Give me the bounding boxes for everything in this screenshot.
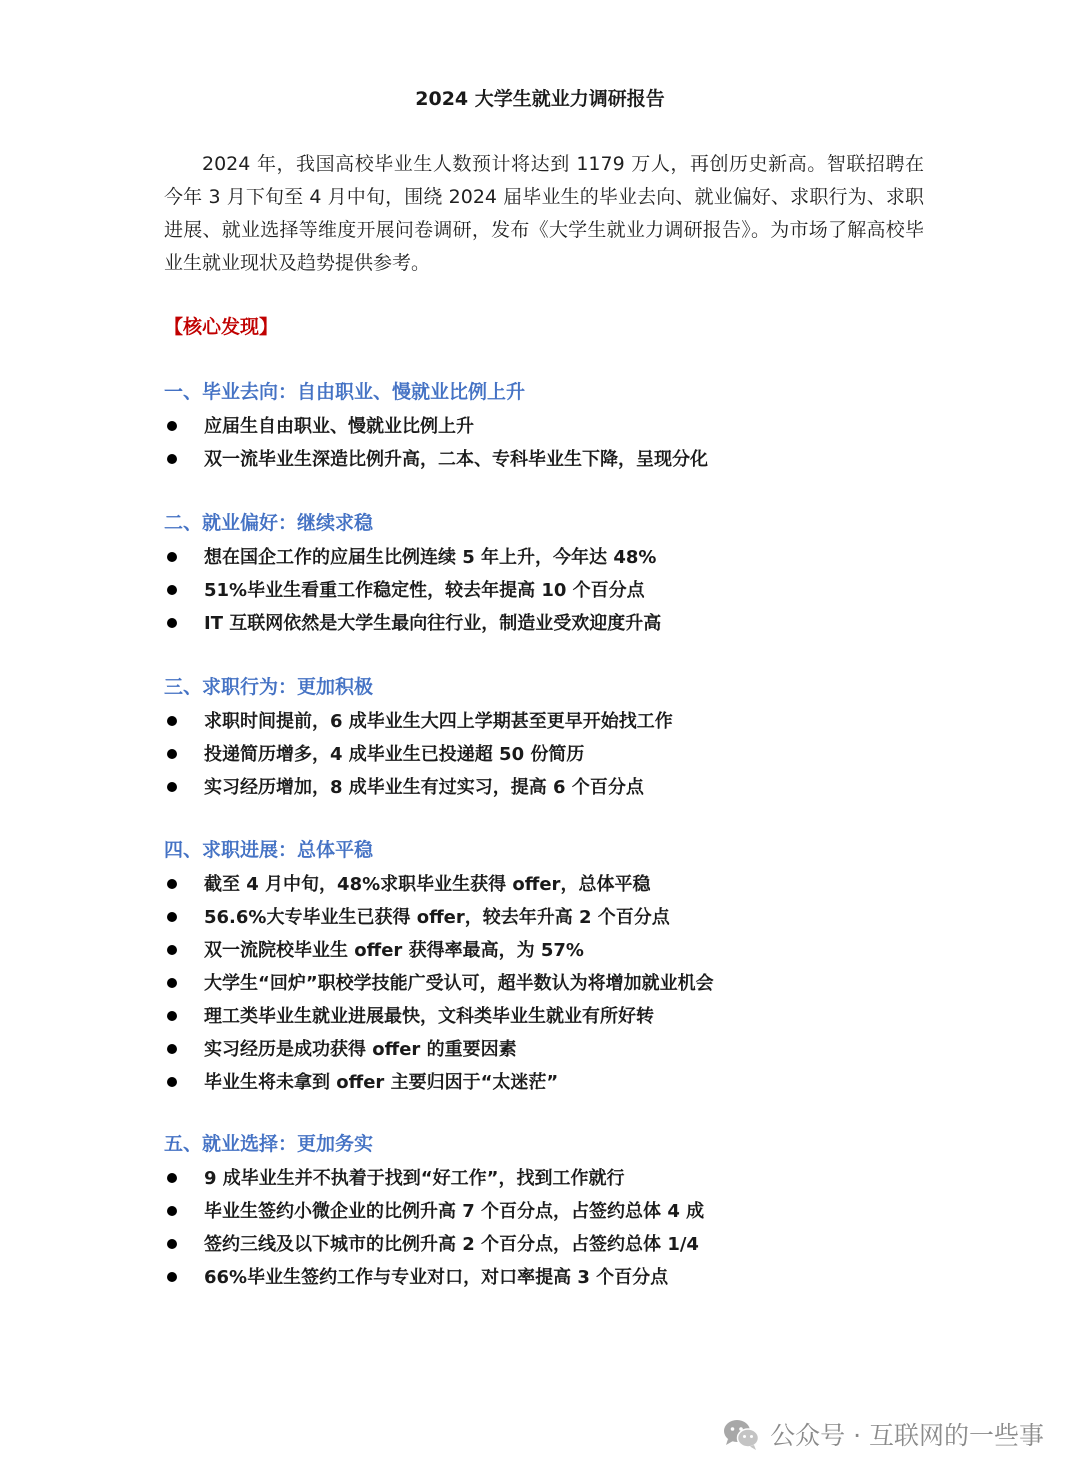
bullet-icon [167,1044,177,1054]
section-job-seeking-progress [164,835,924,1099]
section-graduation-destination [164,377,924,476]
list-item [164,934,924,967]
list-item [164,1000,924,1033]
intro-paragraph: 2024 年，我国高校毕业生人数预计将达到 1179 万人，再创历史新高。智联招聘在今年 3 月下旬至 4 月中旬，围绕 2024 届毕业生的毕业去向、就业偏好、求职行为、求职进展、就业选择等维度开展问卷调研，发布《大学生就业力调研报告》。为市场了解高校毕业生就业现状及趋势提供参考。 [164,153,924,274]
list-item [164,868,924,901]
bullet-list [164,541,924,640]
bullet-icon [167,782,177,792]
bullet-icon [167,552,177,562]
watermark [722,1414,1044,1454]
list-item-text: 实习经历是成功获得 offer 的重要因素 [204,1039,517,1060]
list-item-text: 求职时间提前，6 成毕业生大四上学期甚至更早开始找工作 [204,711,673,732]
list-item-text: 66%毕业生签约工作与专业对口，对口率提高 3 个百分点 [204,1267,669,1288]
list-item [164,607,924,640]
list-item-text: 截至 4 月中旬，48%求职毕业生获得 offer，总体平稳 [204,874,651,895]
list-item-text: 毕业生签约小微企业的比例升高 7 个百分点，占签约总体 4 成 [204,1201,705,1222]
list-item [164,901,924,934]
section-heading: 一、毕业去向：自由职业、慢就业比例上升 [164,381,526,403]
bullet-icon [167,618,177,628]
bullet-icon [167,1206,177,1216]
list-item [164,410,924,443]
list-item [164,1033,924,1066]
bullet-icon [167,1077,177,1087]
list-item [164,738,924,771]
bullet-icon [167,912,177,922]
list-item [164,541,924,574]
list-item-text: 双一流毕业生深造比例升高，二本、专科毕业生下降，呈现分化 [204,449,708,470]
list-item-text: 投递简历增多，4 成毕业生已投递超 50 份简历 [204,744,585,765]
bullet-icon [167,749,177,759]
list-item [164,967,924,1000]
section-heading: 三、求职行为：更加积极 [164,676,374,698]
bullet-icon [167,1173,177,1183]
list-item-text: 51%毕业生看重工作稳定性，较去年提高 10 个百分点 [204,580,645,601]
list-item [164,1261,924,1294]
bullet-list [164,868,924,1099]
core-findings-heading: 【核心发现】 [164,316,279,338]
bullet-icon [167,945,177,955]
list-item-text: IT 互联网依然是大学生最向往行业，制造业受欢迎度升高 [204,613,662,634]
list-item-text: 签约三线及以下城市的比例升高 2 个百分点，占签约总体 1/4 [204,1234,699,1255]
document-title: 2024 大学生就业力调研报告 [415,88,665,110]
bullet-list [164,410,924,476]
list-item [164,705,924,738]
list-item-text: 毕业生将未拿到 offer 主要归因于“太迷茫” [204,1072,559,1093]
bullet-list [164,705,924,804]
section-heading: 二、就业偏好：继续求稳 [164,512,374,534]
list-item-text: 想在国企工作的应届生比例连续 5 年上升，今年达 48% [204,547,657,568]
bullet-icon [167,879,177,889]
list-item-text: 实习经历增加，8 成毕业生有过实习，提高 6 个百分点 [204,777,644,798]
bullet-icon [167,585,177,595]
list-item [164,443,924,476]
bullet-icon [167,1272,177,1282]
section-employment-choice [164,1129,924,1294]
list-item [164,771,924,804]
section-employment-preference [164,508,924,640]
list-item-text: 大学生“回炉”职校学技能广受认可，超半数认为将增加就业机会 [204,973,714,994]
list-item-text: 理工类毕业生就业进展最快，文科类毕业生就业有所好转 [204,1006,654,1027]
section-job-seeking-behavior [164,672,924,804]
bullet-icon [167,1239,177,1249]
list-item-text: 双一流院校毕业生 offer 获得率最高，为 57% [204,940,584,961]
section-heading: 四、求职进展：总体平稳 [164,839,374,861]
list-item [164,1228,924,1261]
bullet-list [164,1162,924,1294]
bullet-icon [167,978,177,988]
list-item [164,574,924,607]
list-item-text: 9 成毕业生并不执着于找到“好工作”，找到工作就行 [204,1168,625,1189]
list-item-text: 56.6%大专毕业生已获得 offer，较去年升高 2 个百分点 [204,907,670,928]
section-heading: 五、就业选择：更加务实 [164,1133,374,1155]
bullet-icon [167,454,177,464]
watermark-text: 公众号 · 互联网的一些事 [770,1421,1044,1450]
list-item [164,1162,924,1195]
wechat-icon [722,1417,760,1451]
list-item [164,1195,924,1228]
bullet-icon [167,421,177,431]
bullet-icon [167,716,177,726]
list-item [164,1066,924,1099]
list-item-text: 应届生自由职业、慢就业比例上升 [204,416,474,437]
bullet-icon [167,1011,177,1021]
